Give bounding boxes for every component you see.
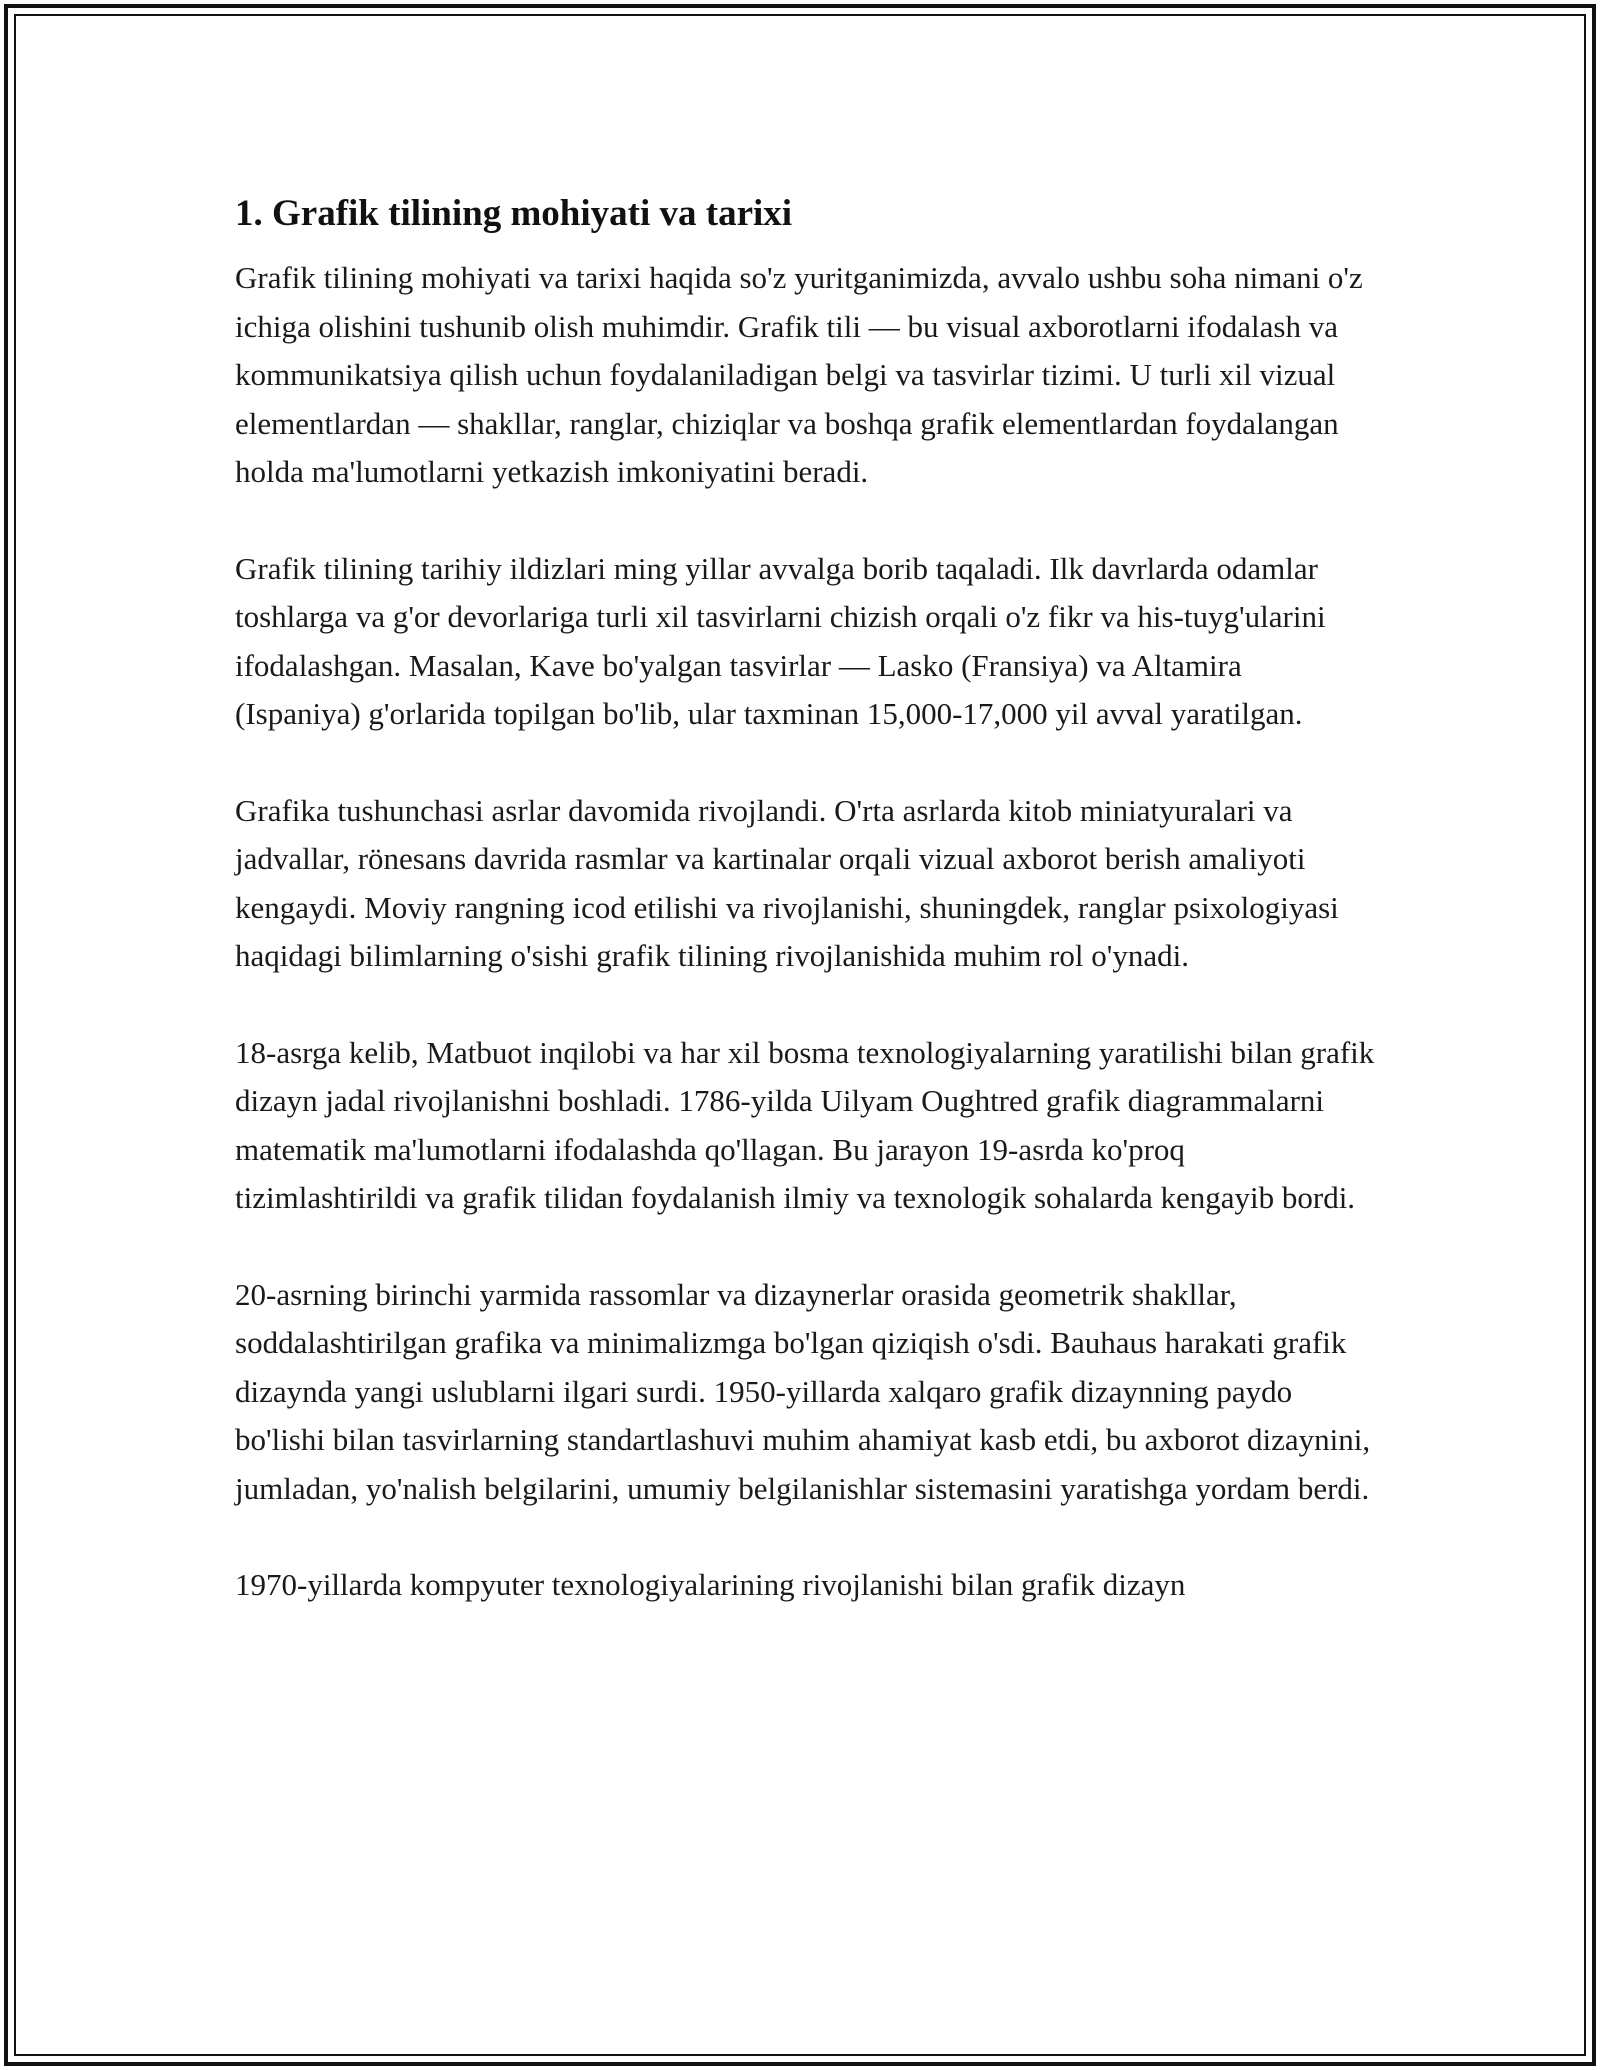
paragraph-3: Grafika tushunchasi asrlar davomida rivojlandi. O'rta asrlarda kitob miniatyuralari va jadvallar, rönesans davrida rasmlar va kartinalar orqali vizual axborot berish amaliyoti kengaydi. Moviy rangning icod etilishi va rivojlanishi, shuningdek, ranglar psixologiyasi haqidagi bilimlarning o'sishi grafik tilining rivojlanishida muhim rol o'ynadi. (235, 792, 1339, 973)
section-heading: 1. Grafik tilining mohiyati va tarixi (235, 193, 793, 234)
document-body (235, 188, 1375, 1658)
paragraph-4: 18-asrga kelib, Matbuot inqilobi va har xil bosma texnologiyalarning yaratilishi bilan grafik dizayn jadal rivojlanishni boshladi. 1786-yilda Uilyam Oughtred grafik diagrammalarni matematik ma'lumotlarni ifodalashda qo'llagan. Bu jarayon 19-asrda ko'proq tizimlashtirildi va grafik tilidan foydalanish ilmiy va texnologik sohalarda kengayib bordi. (235, 1034, 1375, 1215)
paragraph-1: Grafik tilining mohiyati va tarixi haqida so'z yuritganimizda, avvalo ushbu soha nimani o'z ichiga olishini tushunib olish muhimdir. Grafik tili — bu visual axborotlarni ifodalash va kommunikatsiya qilish uchun foydalaniladigan belgi va tasvirlar tizimi. U turli xil vizual elementlardan — shakllar, ranglar, chiziqlar va boshqa grafik elementlardan foydalangan holda ma'lumotlarni yetkazish imkoniyatini beradi. (235, 260, 1363, 489)
paragraph-5: 20-asrning birinchi yarmida rassomlar va dizaynerlar orasida geometrik shakllar, soddalashtirilgan grafika va minimalizmga bo'lgan qiziqish o'sdi. Bauhaus harakati grafik dizaynda yangi uslublarni ilgari surdi. 1950-yillarda xalqaro grafik dizaynning paydo bo'lishi bilan tasvirlarning standartlashuvi muhim ahamiyat kasb etdi, bu axborot dizaynini, jumladan, yo'nalish belgilarini, umumiy belgilanishlar sistemasini yaratishga yordam berdi. (235, 1276, 1371, 1506)
paragraph-6: 1970-yillarda kompyuter texnologiyalarining rivojlanishi bilan grafik dizayn (235, 1567, 1186, 1602)
paragraph-2: Grafik tilining tarihiy ildizlari ming yillar avvalga borib taqaladi. Ilk davrlarda odamlar toshlarga va g'or devorlariga turli xil tasvirlarni chizish orqali o'z fikr va his-tuyg'ularini ifodalashgan. Masalan, Kave bo'yalgan tasvirlar — Lasko (Fransiya) va Altamira (Ispaniya) g'orlarida topilgan bo'lib, ular taxminan 15,000-17,000 yil avval yaratilgan. (235, 550, 1326, 731)
